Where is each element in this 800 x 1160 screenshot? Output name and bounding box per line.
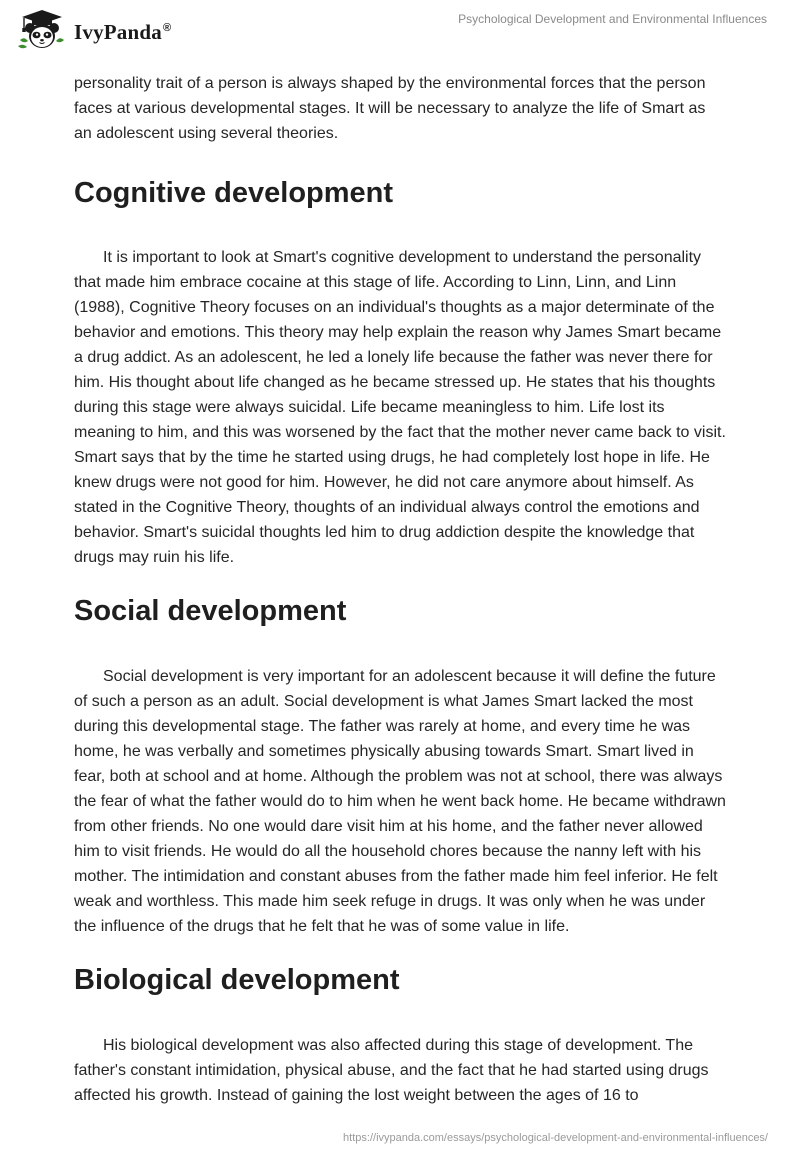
essay-body [74, 71, 726, 1108]
page-header [0, 0, 800, 60]
brand-name [74, 20, 171, 45]
ivypanda-logo[interactable] [14, 8, 171, 52]
footer-url[interactable]: https://ivypanda.com/essays/psychological-development-and-environmental-influences/ [343, 1132, 768, 1144]
intro-paragraph: personality trait of a person is always shaped by the environmental forces that the person faces at various developmental stages. It will be necessary to analyze the life of Smart as an adolescent using several theories. [74, 75, 706, 142]
section-paragraph-cognitive: It is important to look at Smart's cognitive development to understand the personality that made him embrace cocaine at this stage of life. According to Linn, Linn, and Linn (1988), Cognitive Theory focuses on an individual's thoughts as a major determinate of the behavior and emotions. This theory may help explain the reason why James Smart became a drug addict. As an adolescent, he led a lonely life because the father was never there for him. His thought about life changed as he became stressed up. He states that his thoughts during this stage were always suicidal. Life became meaningless to him. Life lost its meaning to him, and this was worsened by the fact that the mother never came back to visit. Smart says that by the time he started using drugs, he had completely lost hope in life. He knew drugs were not good for him. However, he did not care anymore about himself. As stated in the Cognitive Theory, thoughts of an individual always control the emotions and behavior. Smart's suicidal thoughts led him to drug addiction despite the knowledge that drugs may ruin his life. [74, 249, 726, 566]
section-paragraph-social: Social development is very important for an adolescent because it will define the future of such a person as an adult. Social development is what James Smart lacked the most during this developmental stage. The father was rarely at home, and every time he was home, he was verbally and sometimes physically abusing towards Smart. Smart lived in fear, both at school and at home. Although the problem was not at school, there was always the fear of what the father would do to him when he went back home. He became withdrawn from other friends. No one would dare visit him at his home, and the father never allowed him to visit friends. He would do all the household chores because the nanny left with his mother. The intimidation and constant abuses from the father made him feel inferior. He felt weak and worthless. This made him seek refuge in drugs. It was only when he was under the influence of the drugs that he felt that he was of some value in life. [74, 668, 726, 935]
registered-mark: ® [162, 21, 172, 34]
section-paragraph-biological: His biological development was also affected during this stage of development. The father's constant intimidation, physical abuse, and the fact that he had started using drugs affected his growth. Instead of gaining the lost weight between the ages of 16 to [74, 1037, 709, 1104]
section-heading-social: Social development [74, 595, 347, 627]
running-title: Psychological Development and Environmental Influences [458, 12, 767, 26]
brand-name-text: IvyPanda [74, 19, 162, 44]
section-heading-cognitive: Cognitive development [74, 177, 394, 209]
panda-graduation-cap-icon [14, 8, 70, 52]
section-heading-biological: Biological development [74, 964, 400, 996]
